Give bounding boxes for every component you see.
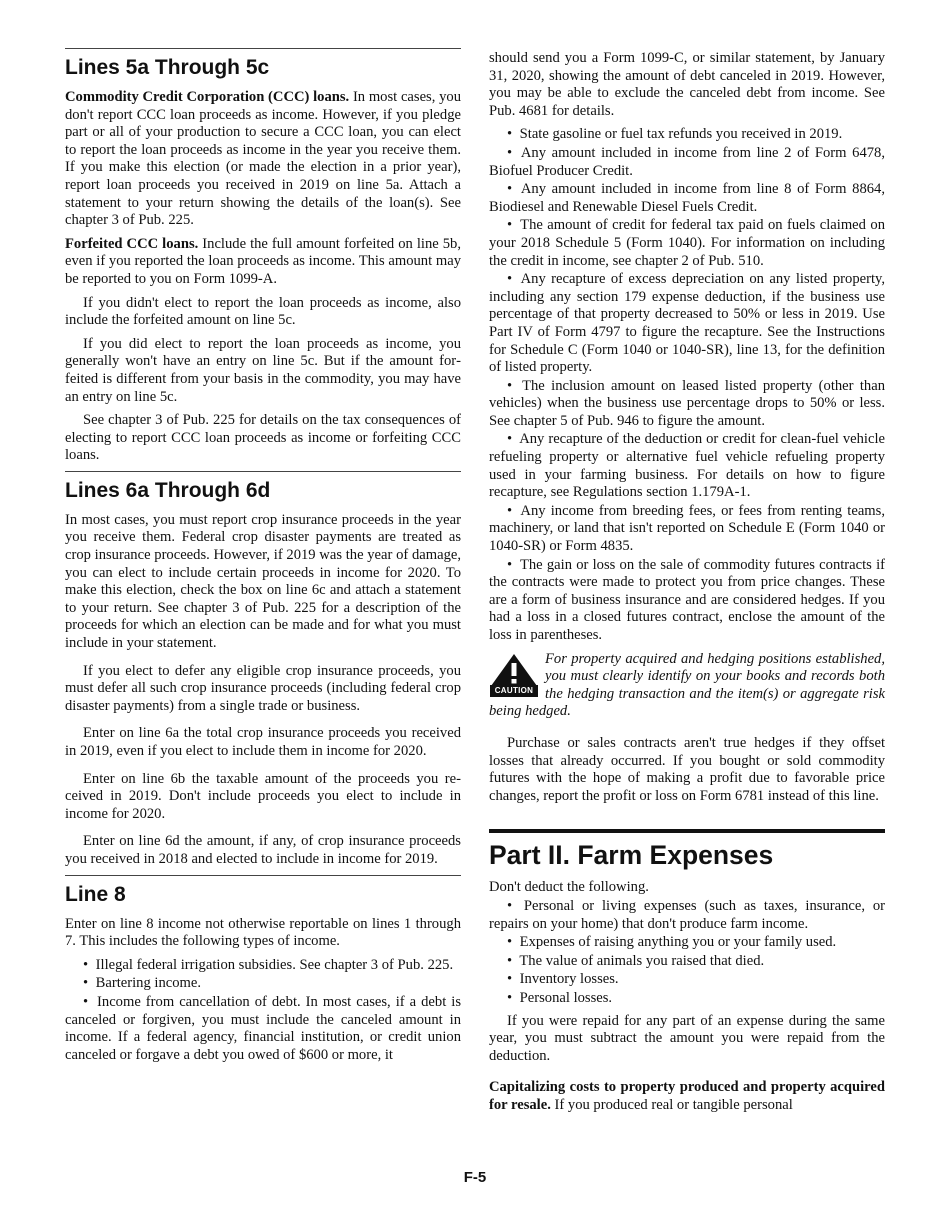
- section-divider: [65, 48, 461, 49]
- bullet-item: [489, 378, 885, 431]
- bullet-icon: •: [507, 502, 513, 519]
- bullet-text: Personal or living expenses (such as taxes, insurance, or repairs on your home) that don't produce farm income.: [489, 897, 885, 932]
- paragraph: If you didn't elect to report the loan proceeds as income, also include the forfeited amount on line 5c.: [65, 294, 461, 329]
- paragraph-ccc-loans: [65, 89, 461, 230]
- bullet-icon: •: [507, 989, 513, 1006]
- bullet-icon: •: [507, 271, 513, 288]
- bullet-icon: •: [507, 952, 513, 969]
- bullet-icon: •: [83, 993, 89, 1010]
- bullet-item: [489, 217, 885, 270]
- bullet-icon: •: [507, 431, 513, 448]
- bullet-text: The value of animals you raised that died.: [519, 952, 765, 969]
- bullet-icon: •: [507, 126, 513, 143]
- bullet-item: [489, 898, 885, 933]
- paragraph: In most cases, you must report crop insurance proceeds in the year you receive them. Federal crop disaster payments are treated as crop insurance proceeds. However, if 2019 was the year of damage, you can elect to include certain proceeds in income for 2020. To make this election, check the box on line 6c and attach a statement to your return. See chapter 3 of Pub. 225 for a description of the proceeds for which an election can be made and for what you must include in your statement.: [65, 511, 461, 652]
- paragraph-forfeited-ccc: [65, 236, 461, 289]
- bullet-icon: •: [507, 377, 513, 394]
- paragraph: Enter on line 6d the amount, if any, of crop insurance proceeds you received in 2018 and elected to include in income for 2019.: [65, 833, 461, 867]
- paragraph: If you were repaid for any part of an expense during the same year, you must subtract the amount you were repaid from the deduction.: [489, 1012, 885, 1064]
- caution-callout: [489, 651, 885, 721]
- bullet-text: State gasoline or fuel tax refunds you received in 2019.: [519, 126, 843, 143]
- run-in-heading: Forfeited CCC loans.: [65, 235, 199, 252]
- caution-label: CAUTION: [490, 685, 538, 697]
- bullet-item: [489, 181, 885, 216]
- bullet-text: Any recapture of the deduction or credit for clean-fuel vehicle refueling property or alternative fuel vehicle refueling property used in your farming business. For details on how to figure recapture, see Regulations section 1.179A-1.: [489, 431, 885, 501]
- bullet-item: [489, 503, 885, 556]
- paragraph-capitalizing-costs: [489, 1079, 885, 1114]
- paragraph: If you elect to defer any eligible crop insurance proceeds, you must defer all such crop insurance proceeds (including federal crop disaster payments) from a single trade or business.: [65, 662, 461, 714]
- bullet-item: [65, 957, 461, 975]
- bullet-icon: •: [83, 956, 89, 973]
- bullet-icon: •: [83, 975, 89, 992]
- part-divider: [489, 829, 885, 833]
- left-column: [65, 48, 461, 1065]
- bullet-icon: •: [507, 144, 513, 161]
- run-in-heading: Commodity Credit Corporation (CCC) loans.: [65, 89, 350, 105]
- bullet-icon: •: [507, 556, 513, 573]
- section-divider: [65, 875, 461, 876]
- bullet-item: [489, 431, 885, 501]
- bullet-item: [489, 934, 885, 952]
- bullet-icon: •: [507, 181, 513, 198]
- paragraph: If you did elect to report the loan proceeds as income, you generally won't have an entry on line 5c. But if the amount forfeited is different from your basis in the commodity, you may have an entry on line 5c.: [65, 335, 461, 405]
- bullet-text: Personal losses.: [519, 989, 613, 1006]
- bullet-text: The gain or loss on the sale of commodity futures contracts if the contracts were made to protect you from price changes. These are a form of business insurance and are considered hedges. If you had a loss in a closed futures contract, enclose the amount of the loss in parentheses.: [489, 556, 885, 643]
- part-heading-farm-expenses: Part II. Farm Expenses: [489, 840, 774, 871]
- bullet-item: [489, 990, 885, 1008]
- bullet-item: [489, 953, 885, 971]
- bullet-text: The amount of credit for federal tax paid on fuels claimed on your 2018 Schedule 5 (Form 1040). For information on including the credit in income, see chapter 2 of Pub. 510.: [489, 217, 885, 269]
- bullet-text: Income from cancellation of debt. In most cases, if a debt is canceled or forgiven, you must include the canceled amount in income. If a federal agency, financial institution, or credit union canceled or forgave a debt you owed of $600 or more, it: [65, 993, 462, 1063]
- bullet-text: Any amount included in income from line 8 of Form 8864, Biodiesel and Renewable Diesel Fuels Credit.: [489, 181, 886, 215]
- paragraph: Purchase or sales contracts aren't true hedges if they offset losses that already occurred. If you bought or sold commodity futures with the hope of making a profit due to favorable price changes, report the profit or loss on Form 6781 instead of this line.: [489, 734, 885, 804]
- bullet-text: Expenses of raising anything you or your family used.: [519, 934, 837, 951]
- paragraph: Enter on line 6a the total crop insurance proceeds you received in 2019, even if you elect to include them in income for 2020.: [65, 725, 461, 759]
- bullet-text: Any recapture of excess depreciation on any listed property, including any section 179 expense deduction, if the business use percentage of that property decreased to 50% or less in 2019. Use Part IV of Form 4797 to figure the recapture. See the Instructions for Schedule C (Form 1040 or 1040-SR), line 13, for the definition of listed property.: [489, 271, 886, 376]
- bullet-text: Inventory losses.: [519, 971, 619, 988]
- section-heading-line-8: Line 8: [65, 882, 126, 906]
- bullet-item: [65, 994, 461, 1064]
- bullet-text: Bartering income.: [95, 975, 202, 992]
- paragraph: Don't deduct the following.: [489, 879, 649, 896]
- section-heading-lines-5a-5c: Lines 5a Through 5c: [65, 56, 270, 79]
- paragraph: See chapter 3 of Pub. 225 for details on the tax consequences of electing to report CCC loan proceeds as income or forfeiting CCC loans.: [65, 412, 461, 464]
- bullet-item: [489, 145, 885, 180]
- bullet-item: [489, 971, 885, 989]
- paragraph: Enter on line 8 income not otherwise reportable on lines 1 through 7. This includes the following types of income.: [65, 915, 461, 950]
- paragraph-continued: should send you a Form 1099-C, or similar statement, by January 31, 2020, showing the amount of debt canceled in 2019. However, you may be able to exclude the canceled debt from income. See Pub. 4681 for details.: [489, 50, 885, 119]
- bullet-item: [489, 126, 885, 144]
- bullet-icon: •: [507, 934, 513, 951]
- run-in-heading: Capitalizing costs to property produced and property acquired for resale.: [489, 1079, 885, 1113]
- paragraph-text: In most cases, you don't report CCC loan proceeds as income. However, if you pledge part or all of your production to secure a CCC loan, you can elect to report the loan proceeds as income in the year you receive them. If you make this election (or made the election in a prior year), report loan proceeds you received in 2019 on line 5a. Attach a statement to your return showing the details of the loan(s). See chapter 3 of Pub. 225.: [65, 89, 462, 229]
- bullet-icon: •: [507, 971, 513, 988]
- bullet-icon: •: [507, 217, 513, 234]
- right-column: [489, 50, 885, 1120]
- caution-text: For property acquired and hedging positions established, you must clearly identify on your books and records both the hedging transaction and the item(s) or aggregate risk being hedged.: [489, 650, 885, 720]
- bullet-icon: •: [507, 897, 513, 914]
- bullet-item: [489, 557, 885, 645]
- bullet-text: Any income from breeding fees, or fees from renting teams, machinery, or land that isn't reported on Schedule E (Form 1040 or 1040-SR) or Form 4835.: [489, 502, 885, 555]
- paragraph: Enter on line 6b the taxable amount of the proceeds you received in 2019. Don't include proceeds you elect to include in income for 2020.: [65, 770, 461, 822]
- section-heading-lines-6a-6d: Lines 6a Through 6d: [65, 478, 271, 502]
- paragraph-text: Include the full amount forfeited on line 5b, even if you reported the loan proceeds as income. This amount may be reported to you on Form 1099-A.: [65, 235, 461, 287]
- section-divider: [65, 471, 461, 472]
- bullet-text: The inclusion amount on leased listed property (other than vehicles) when the business use percentage drops to 50% or less. See chapter 5 of Pub. 946 to figure the amount.: [489, 377, 885, 429]
- warning-triangle-icon: [489, 653, 539, 687]
- paragraph-text: If you produced real or tangible personal: [550, 1096, 793, 1113]
- bullet-item: [65, 975, 461, 993]
- bullet-text: Any amount included in income from line 2 of Form 6478, Biofuel Producer Credit.: [489, 144, 886, 179]
- bullet-text: Illegal federal irrigation subsidies. See chapter 3 of Pub. 225.: [95, 956, 454, 973]
- caution-icon: [489, 653, 539, 699]
- bullet-item: [489, 271, 885, 377]
- page-number: F-5: [463, 1169, 487, 1186]
